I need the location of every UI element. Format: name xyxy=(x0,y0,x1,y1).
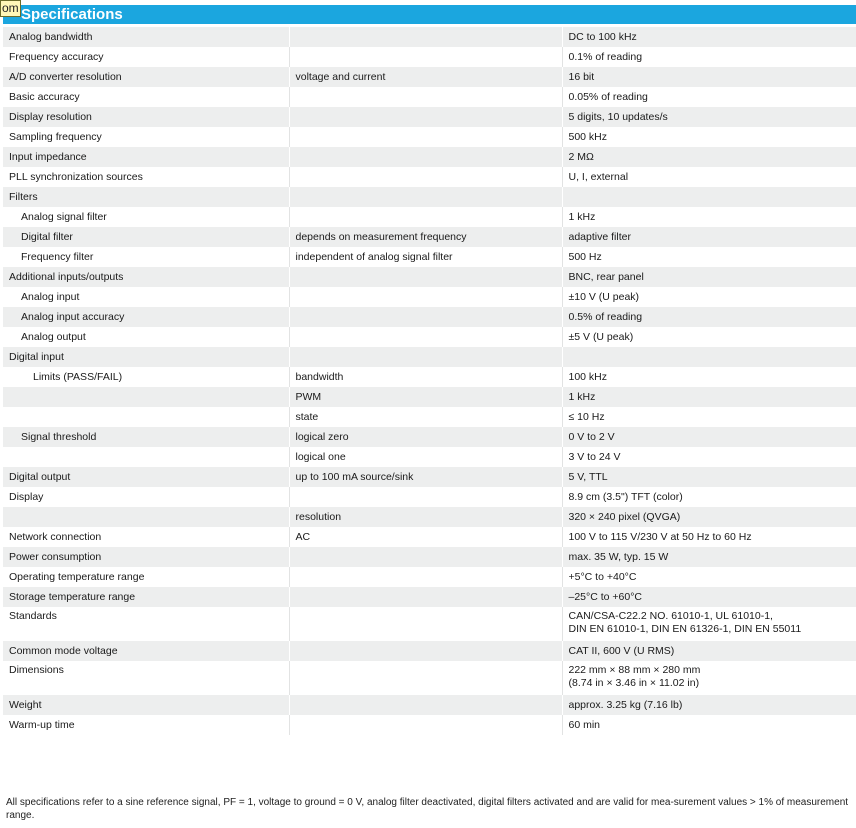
spec-condition-cell xyxy=(289,607,562,641)
spec-parameter: Weight xyxy=(9,699,42,711)
table-row xyxy=(3,367,856,387)
spec-condition-cell xyxy=(289,547,562,567)
spec-value-cell xyxy=(562,407,856,427)
spec-value-cell xyxy=(562,527,856,547)
spec-value-cell xyxy=(562,47,856,67)
spec-value-cell xyxy=(562,207,856,227)
spec-value: 100 kHz xyxy=(568,371,608,383)
spec-parameter-cell xyxy=(3,187,289,207)
spec-parameter-cell xyxy=(3,587,289,607)
spec-parameter-cell xyxy=(3,307,289,327)
table-row xyxy=(3,507,856,527)
spec-parameter-cell xyxy=(3,547,289,567)
spec-value-cell xyxy=(562,587,856,607)
spec-value: CAN/CSA-C22.2 NO. 61010-1, UL 61010-1, xyxy=(568,610,773,622)
table-row xyxy=(3,587,856,607)
spec-parameter: Analog input accuracy xyxy=(21,311,125,323)
spec-value: 0.1% of reading xyxy=(568,51,643,63)
spec-condition: independent of analog signal filter xyxy=(295,251,453,263)
spec-value: 500 kHz xyxy=(568,131,608,143)
spec-condition-cell xyxy=(289,507,562,527)
spec-parameter: Analog signal filter xyxy=(21,211,107,223)
spec-parameter-cell xyxy=(3,267,289,287)
spec-value-cell xyxy=(562,167,856,187)
spec-condition-cell xyxy=(289,715,562,735)
spec-value-cell xyxy=(562,287,856,307)
spec-condition: bandwidth xyxy=(295,371,344,383)
table-row xyxy=(3,487,856,507)
spec-value: ±10 V (U peak) xyxy=(568,291,640,303)
table-row xyxy=(3,695,856,715)
spec-value-cell xyxy=(562,187,856,207)
spec-value: CAT II, 600 V (U RMS) xyxy=(568,645,675,657)
table-row xyxy=(3,307,856,327)
spec-value-cell xyxy=(562,507,856,527)
spec-parameter: Power consumption xyxy=(9,551,102,563)
spec-value: DIN EN 61010-1, DIN EN 61326-1, DIN EN 55011 xyxy=(568,623,802,635)
table-row xyxy=(3,427,856,447)
spec-parameter-cell xyxy=(3,447,289,467)
spec-condition-cell xyxy=(289,427,562,447)
table-row xyxy=(3,547,856,567)
spec-value: +5°C to +40°C xyxy=(568,571,637,583)
spec-condition-cell xyxy=(289,567,562,587)
spec-condition: AC xyxy=(295,531,311,543)
spec-value-cell xyxy=(562,661,856,695)
spec-parameter: Digital filter xyxy=(21,231,73,243)
spec-parameter: Digital input xyxy=(9,351,64,363)
spec-condition: voltage and current xyxy=(295,71,386,83)
spec-parameter-cell xyxy=(3,507,289,527)
table-row xyxy=(3,607,856,641)
spec-value: 1 kHz xyxy=(568,391,596,403)
spec-value-cell xyxy=(562,247,856,267)
table-row xyxy=(3,641,856,661)
spec-condition-cell xyxy=(289,267,562,287)
spec-parameter: Filters xyxy=(9,191,38,203)
spec-condition-cell xyxy=(289,87,562,107)
spec-parameter: Frequency accuracy xyxy=(9,51,104,63)
spec-condition-cell xyxy=(289,641,562,661)
spec-parameter: Frequency filter xyxy=(21,251,94,263)
spec-value-cell xyxy=(562,567,856,587)
spec-condition-cell xyxy=(289,487,562,507)
table-row xyxy=(3,407,856,427)
spec-parameter-cell xyxy=(3,227,289,247)
spec-value: (8.74 in × 3.46 in × 11.02 in) xyxy=(568,677,700,689)
spec-condition-cell xyxy=(289,307,562,327)
spec-condition-cell xyxy=(289,187,562,207)
spec-value: DC to 100 kHz xyxy=(568,31,637,43)
spec-parameter-cell xyxy=(3,27,289,47)
table-row xyxy=(3,147,856,167)
spec-condition-cell xyxy=(289,27,562,47)
spec-value: adaptive filter xyxy=(568,231,631,243)
specifications-table-body xyxy=(3,27,856,735)
spec-condition: resolution xyxy=(295,511,342,523)
spec-parameter-cell xyxy=(3,715,289,735)
spec-condition-cell xyxy=(289,387,562,407)
spec-value-cell xyxy=(562,695,856,715)
table-row xyxy=(3,327,856,347)
spec-value-cell xyxy=(562,367,856,387)
spec-value: 100 V to 115 V/230 V at 50 Hz to 60 Hz xyxy=(568,531,752,543)
specifications-table xyxy=(3,27,856,735)
spec-parameter-cell xyxy=(3,167,289,187)
spec-parameter: Storage temperature range xyxy=(9,591,136,603)
spec-parameter: PLL synchronization sources xyxy=(9,171,143,183)
spec-condition: logical one xyxy=(295,451,346,463)
spec-condition-cell xyxy=(289,367,562,387)
table-row xyxy=(3,661,856,695)
table-row xyxy=(3,267,856,287)
table-row xyxy=(3,127,856,147)
spec-parameter-cell xyxy=(3,661,289,695)
spec-parameter: Warm-up time xyxy=(9,719,75,731)
spec-condition: state xyxy=(295,411,319,423)
spec-parameter-cell xyxy=(3,67,289,87)
footnote: All specifications refer to a sine reference signal, PF = 1, voltage to ground = 0 V, analog filter deactivated, digital filters activated and are valid for mea-surement values > 1% of measurement range. xyxy=(6,797,849,821)
spec-value-cell xyxy=(562,467,856,487)
spec-value: ≤ 10 Hz xyxy=(568,411,605,423)
spec-parameter-cell xyxy=(3,107,289,127)
table-row xyxy=(3,227,856,247)
spec-parameter-cell xyxy=(3,427,289,447)
spec-value: 0 V to 2 V xyxy=(568,431,615,443)
spec-condition: PWM xyxy=(295,391,322,403)
spec-value-cell xyxy=(562,347,856,367)
spec-parameter-cell xyxy=(3,327,289,347)
spec-parameter-cell xyxy=(3,87,289,107)
spec-parameter-cell xyxy=(3,641,289,661)
spec-parameter: Sampling frequency xyxy=(9,131,102,143)
spec-parameter-cell xyxy=(3,367,289,387)
spec-condition-cell xyxy=(289,147,562,167)
spec-value: ±5 V (U peak) xyxy=(568,331,634,343)
spec-parameter: Network connection xyxy=(9,531,102,543)
spec-value: 8.9 cm (3.5") TFT (color) xyxy=(568,491,683,503)
table-row xyxy=(3,67,856,87)
table-row xyxy=(3,447,856,467)
table-row xyxy=(3,287,856,307)
spec-condition-cell xyxy=(289,167,562,187)
table-row xyxy=(3,567,856,587)
spec-parameter: Basic accuracy xyxy=(9,91,80,103)
spec-parameter-cell xyxy=(3,695,289,715)
spec-value: 500 Hz xyxy=(568,251,602,263)
spec-condition-cell xyxy=(289,287,562,307)
spec-value: 320 × 240 pixel (QVGA) xyxy=(568,511,681,523)
spec-value-cell xyxy=(562,487,856,507)
spec-value: U, I, external xyxy=(568,171,629,183)
spec-condition-cell xyxy=(289,587,562,607)
spec-value-cell xyxy=(562,307,856,327)
spec-parameter-cell xyxy=(3,347,289,367)
spec-condition-cell xyxy=(289,67,562,87)
table-row xyxy=(3,207,856,227)
table-row xyxy=(3,167,856,187)
spec-value-cell xyxy=(562,641,856,661)
highlight-badge: om xyxy=(2,1,19,15)
spec-parameter: Analog output xyxy=(21,331,86,343)
spec-condition-cell xyxy=(289,227,562,247)
spec-parameter: Display resolution xyxy=(9,111,92,123)
spec-parameter-cell xyxy=(3,387,289,407)
spec-value: 5 digits, 10 updates/s xyxy=(568,111,668,123)
spec-value: 5 V, TTL xyxy=(568,471,608,483)
spec-value-cell xyxy=(562,107,856,127)
spec-condition-cell xyxy=(289,247,562,267)
spec-value-cell xyxy=(562,387,856,407)
table-row xyxy=(3,715,856,735)
spec-value: approx. 3.25 kg (7.16 lb) xyxy=(568,699,683,711)
spec-parameter-cell xyxy=(3,207,289,227)
spec-value-cell xyxy=(562,27,856,47)
spec-parameter-cell xyxy=(3,487,289,507)
table-row xyxy=(3,387,856,407)
spec-parameter-cell xyxy=(3,467,289,487)
spec-condition-cell xyxy=(289,527,562,547)
spec-value: –25°C to +60°C xyxy=(568,591,642,603)
spec-condition: up to 100 mA source/sink xyxy=(295,471,414,483)
spec-value: 1 kHz xyxy=(568,211,596,223)
spec-parameter: Additional inputs/outputs xyxy=(9,271,124,283)
spec-value: 0.5% of reading xyxy=(568,311,643,323)
table-row xyxy=(3,187,856,207)
spec-condition-cell xyxy=(289,447,562,467)
spec-value-cell xyxy=(562,227,856,247)
spec-parameter-cell xyxy=(3,127,289,147)
spec-condition-cell xyxy=(289,407,562,427)
spec-condition-cell xyxy=(289,327,562,347)
spec-condition-cell xyxy=(289,127,562,147)
spec-parameter-cell xyxy=(3,527,289,547)
spec-value-cell xyxy=(562,715,856,735)
spec-value: 222 mm × 88 mm × 280 mm xyxy=(568,664,701,676)
table-row xyxy=(3,107,856,127)
spec-value-cell xyxy=(562,447,856,467)
table-row xyxy=(3,87,856,107)
spec-parameter-cell xyxy=(3,567,289,587)
title-bar xyxy=(3,5,856,24)
table-row xyxy=(3,247,856,267)
spec-condition-cell xyxy=(289,467,562,487)
table-row xyxy=(3,347,856,367)
spec-value-cell xyxy=(562,67,856,87)
spec-parameter: Input impedance xyxy=(9,151,87,163)
spec-value-cell xyxy=(562,547,856,567)
spec-value-cell xyxy=(562,87,856,107)
spec-value: 3 V to 24 V xyxy=(568,451,621,463)
spec-parameter-cell xyxy=(3,607,289,641)
spec-condition-cell xyxy=(289,661,562,695)
spec-parameter-cell xyxy=(3,147,289,167)
spec-value-cell xyxy=(562,327,856,347)
spec-parameter-cell xyxy=(3,47,289,67)
spec-parameter: A/D converter resolution xyxy=(9,71,122,83)
table-row xyxy=(3,527,856,547)
spec-value-cell xyxy=(562,427,856,447)
spec-condition-cell xyxy=(289,695,562,715)
spec-parameter: Display xyxy=(9,491,44,503)
spec-condition-cell xyxy=(289,207,562,227)
spec-parameter: Dimensions xyxy=(9,664,64,676)
page-title: Specifications xyxy=(21,6,123,23)
spec-value: 60 min xyxy=(568,719,601,731)
spec-value: BNC, rear panel xyxy=(568,271,644,283)
spec-condition: logical zero xyxy=(295,431,349,443)
spec-parameter-cell xyxy=(3,287,289,307)
spec-parameter: Signal threshold xyxy=(21,431,97,443)
spec-parameter: Standards xyxy=(9,610,57,622)
spec-parameter: Digital output xyxy=(9,471,71,483)
spec-condition-cell xyxy=(289,47,562,67)
spec-value-cell xyxy=(562,147,856,167)
spec-condition: depends on measurement frequency xyxy=(295,231,467,243)
spec-value-cell xyxy=(562,607,856,641)
spec-value-cell xyxy=(562,127,856,147)
spec-value: 16 bit xyxy=(568,71,595,83)
spec-parameter: Operating temperature range xyxy=(9,571,145,583)
spec-value: 0.05% of reading xyxy=(568,91,648,103)
spec-parameter: Common mode voltage xyxy=(9,645,118,657)
table-row xyxy=(3,27,856,47)
spec-parameter: Limits (PASS/FAIL) xyxy=(33,371,123,383)
spec-value: max. 35 W, typ. 15 W xyxy=(568,551,669,563)
spec-parameter: Analog bandwidth xyxy=(9,31,93,43)
spec-parameter: Analog input xyxy=(21,291,80,303)
spec-value: 2 MΩ xyxy=(568,151,594,163)
spec-parameter-cell xyxy=(3,407,289,427)
spec-condition-cell xyxy=(289,107,562,127)
spec-condition-cell xyxy=(289,347,562,367)
table-row xyxy=(3,467,856,487)
spec-parameter-cell xyxy=(3,247,289,267)
spec-value-cell xyxy=(562,267,856,287)
table-row xyxy=(3,47,856,67)
